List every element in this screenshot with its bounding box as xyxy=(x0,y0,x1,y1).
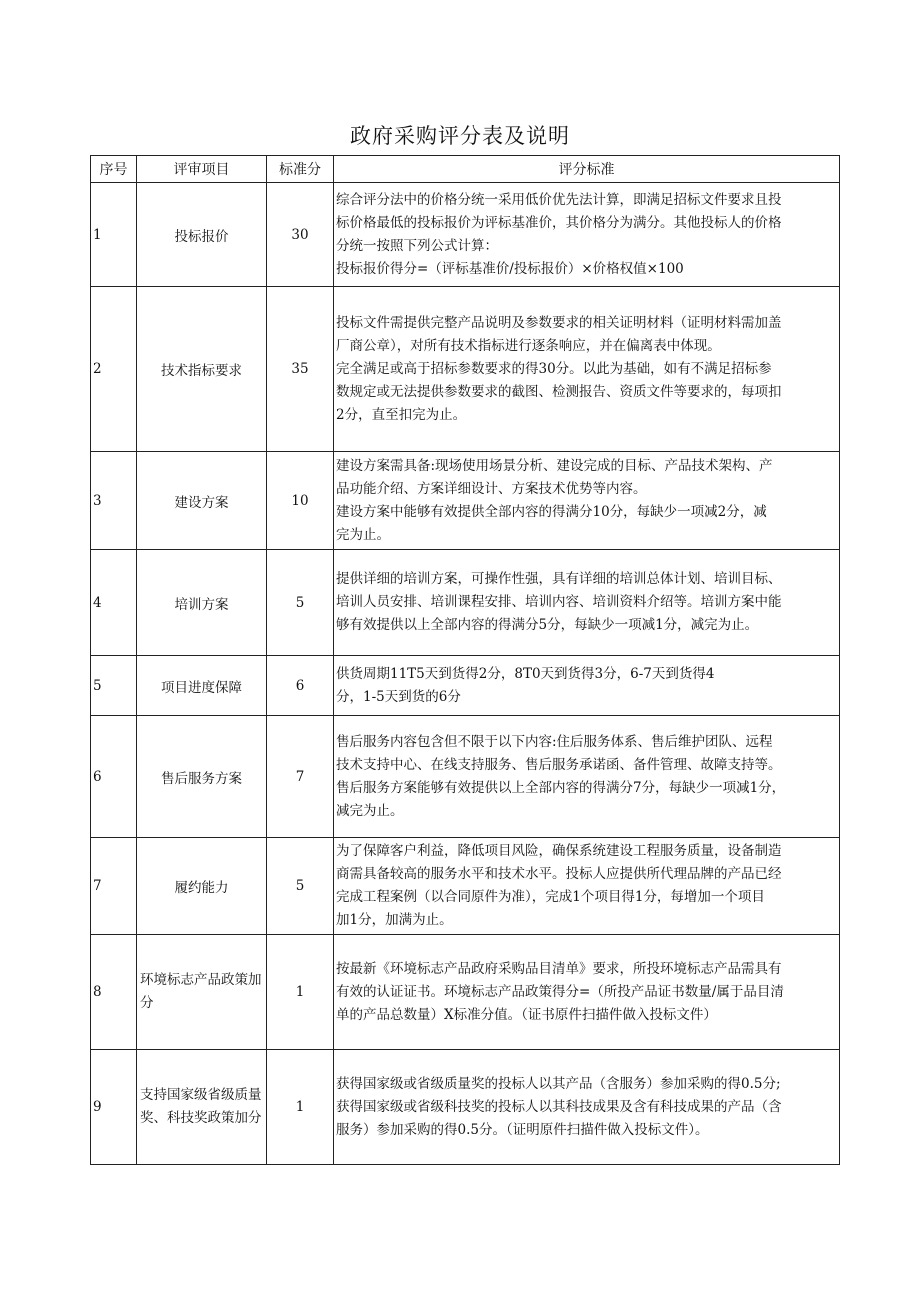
standard-score: 6 xyxy=(267,656,334,716)
row-number: 3 xyxy=(91,452,137,550)
criteria-line: 综合评分法中的价格分统一采用低价优先法计算，即满足招标文件要求且投 xyxy=(336,191,782,208)
header-item: 评审项目 xyxy=(137,156,267,183)
table-row xyxy=(91,452,840,550)
table-row xyxy=(91,183,840,287)
review-item: 技术指标要求 xyxy=(137,287,267,452)
row-number: 4 xyxy=(91,550,137,656)
criteria-line: 分，1-5天到货的6分 xyxy=(336,688,461,705)
row-number: 8 xyxy=(91,935,137,1050)
table-row xyxy=(91,838,840,935)
criteria-line: 数规定或无法提供参数要求的截图、检测报告、资质文件等要求的，每项扣 xyxy=(336,383,782,400)
row-number: 5 xyxy=(91,656,137,716)
criteria-line: 完全满足或高于招标参数要求的得30分。以此为基础，如有不满足招标参 xyxy=(336,360,772,377)
criteria-line: 获得国家级或省级质量奖的投标人以其产品（含服务）参加采购的得0.5分; xyxy=(336,1075,781,1092)
standard-score: 10 xyxy=(267,452,334,550)
review-item: 履约能力 xyxy=(137,838,267,935)
standard-score: 5 xyxy=(267,838,334,935)
scoring-table xyxy=(90,155,840,1165)
criteria-line: 提供详细的培训方案，可操作性强，具有详细的培训总体计划、培训目标、 xyxy=(336,571,782,587)
criteria-line: 厂商公章），对所有技术指标进行逐条响应，并在偏离表中体现。 xyxy=(336,337,721,354)
criteria-line: 单的产品总数量）X标准分值。（证书原件扫描件做入投标文件） xyxy=(336,1006,717,1023)
review-item: 培训方案 xyxy=(137,550,267,656)
page-title: 政府采购评分表及说明 xyxy=(350,124,570,148)
criteria-line: 2分，直至扣完为止。 xyxy=(336,406,467,423)
criteria-line: 售后服务内容包含但不限于以下内容:住后服务体系、售后维护团队、远程 xyxy=(336,733,773,750)
review-item: 投标报价 xyxy=(137,183,267,287)
criteria-line: 建设方案中能够有效提供全部内容的得满分10分，每缺少一项减2分，减 xyxy=(336,503,767,520)
standard-score: 35 xyxy=(267,287,334,452)
row-number: 2 xyxy=(91,287,137,452)
row-number: 6 xyxy=(91,716,137,838)
criteria-line: 完为止。 xyxy=(336,526,390,543)
table-row xyxy=(91,656,840,716)
scoring-criteria xyxy=(334,287,840,452)
criteria-line: 加1分，加满为止。 xyxy=(336,912,453,928)
scoring-criteria xyxy=(334,183,840,287)
scoring-criteria xyxy=(334,550,840,656)
scoring-criteria xyxy=(334,935,840,1050)
criteria-line: 减完为止。 xyxy=(336,802,404,819)
review-item: 售后服务方案 xyxy=(137,716,267,838)
criteria-line: 商需具备较高的服务水平和技术水平。投标人应提供所代理品牌的产品已经 xyxy=(336,866,782,882)
review-item: 支持国家级省级质量奖、科技奖政策加分 xyxy=(137,1050,267,1165)
criteria-line: 供货周期11T5天到货得2分，8T0天到货得3分，6-7天到货得4 xyxy=(336,665,715,682)
row-number: 9 xyxy=(91,1050,137,1165)
table-row xyxy=(91,287,840,452)
criteria-line: 培训人员安排、培训课程安排、培训内容、培训资料介绍等。培训方案中能 xyxy=(336,594,782,610)
criteria-line: 服务）参加采购的得0.5分。（证明原件扫描件做入投标文件）。 xyxy=(336,1121,709,1138)
scoring-criteria xyxy=(334,716,840,838)
scoring-criteria xyxy=(334,656,840,716)
standard-score: 30 xyxy=(267,183,334,287)
header-score: 标准分 xyxy=(267,156,334,183)
criteria-line: 有效的认证证书。环境标志产品政策得分=（所投产品证书数量/属于品目清 xyxy=(336,983,784,1000)
table-row xyxy=(91,1050,840,1165)
table-header-row xyxy=(91,156,840,183)
criteria-line: 技术支持中心、在线支持服务、售后服务承诺函、备件管理、故障支持等。 xyxy=(336,756,782,773)
criteria-line: 售后服务方案能够有效提供以上全部内容的得满分7分，每缺少一项减1分， xyxy=(336,779,786,796)
criteria-line: 完成工程案例（以合同原件为准），完成1个项目得1分，每增加一个项目 xyxy=(336,889,765,905)
table-row xyxy=(91,935,840,1050)
review-item: 建设方案 xyxy=(137,452,267,550)
criteria-line: 够有效提供以上全部内容的得满分5分，每缺少一项减1分，减完为止。 xyxy=(336,617,759,633)
criteria-line: 品功能介绍、方案详细设计、方案技术优势等内容。 xyxy=(336,480,647,497)
scoring-criteria xyxy=(334,452,840,550)
criteria-line: 标价格最低的投标报价为评标基准价，其价格分为满分。其他投标人的价格 xyxy=(336,214,782,231)
criteria-line: 投标报价得分=（评标基准价/投标报价）×价格权值×100 xyxy=(336,260,684,277)
standard-score: 7 xyxy=(267,716,334,838)
criteria-line: 为了保障客户利益，降低项目风险，确保系统建设工程服务质量，设备制造 xyxy=(336,843,782,859)
criteria-line: 分统一按照下列公式计算： xyxy=(336,237,498,254)
criteria-line: 投标文件需提供完整产品说明及参数要求的相关证明材料（证明材料需加盖 xyxy=(336,314,782,331)
scoring-criteria xyxy=(334,838,840,935)
standard-score: 1 xyxy=(267,935,334,1050)
row-number: 1 xyxy=(91,183,137,287)
header-no: 序号 xyxy=(91,156,137,183)
table-row xyxy=(91,550,840,656)
header-criteria: 评分标准 xyxy=(334,156,840,183)
standard-score: 5 xyxy=(267,550,334,656)
criteria-line: 按最新《环境标志产品政府采购品目清单》要求，所投环境标志产品需具有 xyxy=(336,960,782,977)
row-number: 7 xyxy=(91,838,137,935)
review-item: 项目进度保障 xyxy=(137,656,267,716)
criteria-line: 获得国家级或省级科技奖的投标人以其科技成果及含有科技成果的产品（含 xyxy=(336,1098,782,1115)
scoring-criteria xyxy=(334,1050,840,1165)
review-item: 环境标志产品政策加分 xyxy=(137,935,267,1050)
criteria-line: 建设方案需具备:现场使用场景分析、建设完成的目标、产品技术架构、产 xyxy=(336,457,773,474)
standard-score: 1 xyxy=(267,1050,334,1165)
table-body xyxy=(91,183,840,1165)
table-row xyxy=(91,716,840,838)
